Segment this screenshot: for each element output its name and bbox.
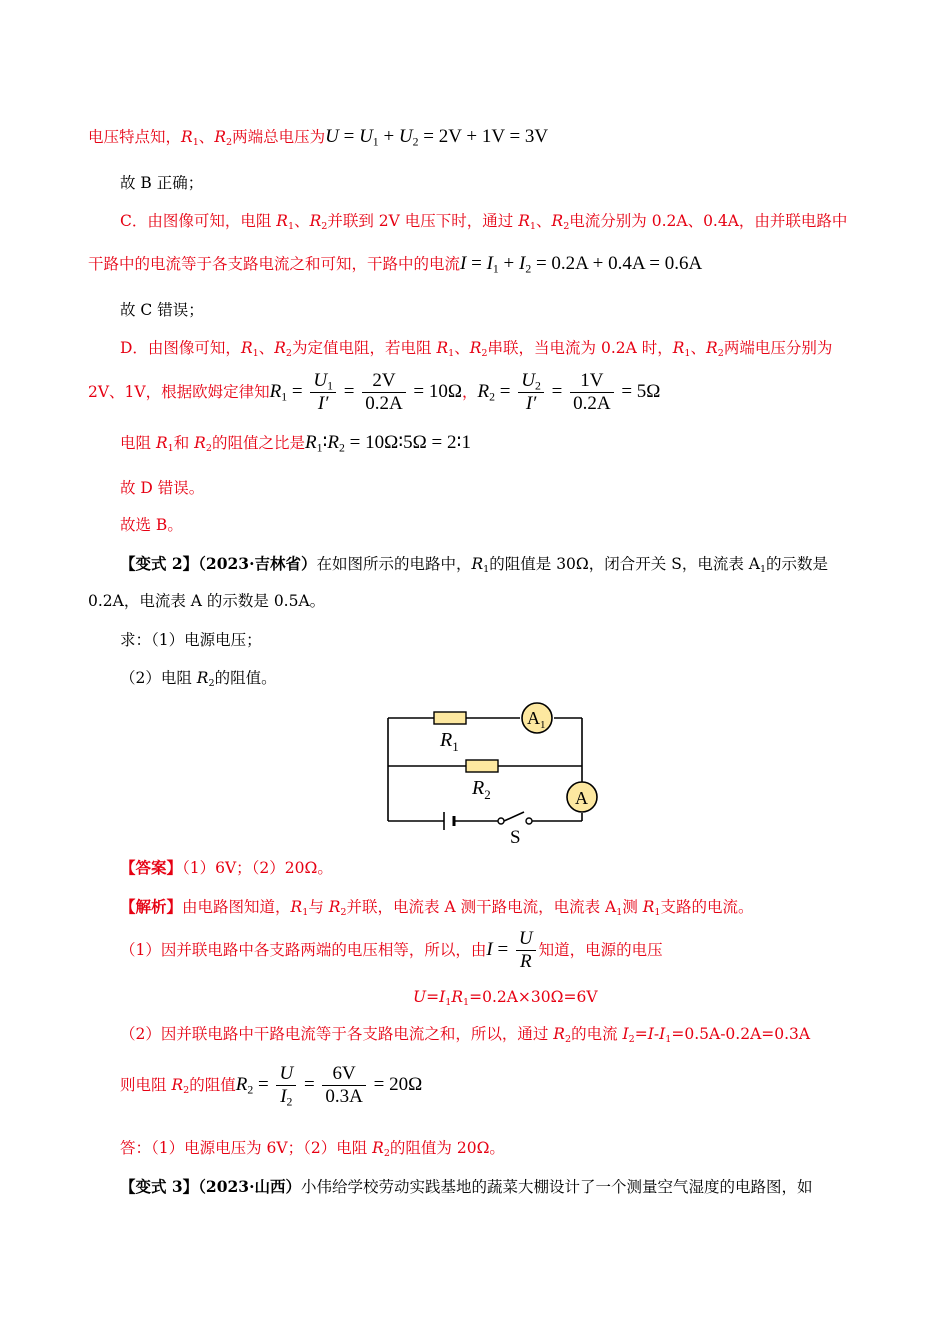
conclusion-d-wrong: 故 D 错误。 — [120, 479, 205, 497]
option-c-analysis-cont: 干路中的电流等于各支路电流之和可知，干路中的电流$I = I_1 + I_2 = 0.2A + 0.4A = 0.6A$ — [88, 253, 703, 276]
resistance-ratio-line: 电阻 $R_1$和 $R_2$的阻值之比是$R_1∶R_2$ = 10Ω∶5Ω = 2∶1 — [120, 432, 471, 455]
variant-3-tag: 【变式 3】（2023·山西） — [120, 1177, 301, 1196]
variant-2-tag: 【变式 2】（2023·吉林省） — [120, 554, 317, 573]
step-1-line: （1）因并联电路中各支路两端的电压相等，所以，由I = $\frac{U}{R}$ 知道，电源的电压 — [120, 928, 663, 973]
question-variant-2-cont: 0.2A，电流表 A 的示数是 0.5A。 — [88, 592, 326, 610]
circuit-diagram — [384, 700, 604, 850]
resistor-r2 — [466, 760, 498, 772]
step-1-result: $U=I_1R_1=0.2A\times 30\Omega=6V$ — [413, 988, 598, 1008]
r2-value-formula: $R_2$ = $\frac{U}{I_2}$ = $\frac{6V}{0.3A}$ = 20Ω — [235, 1063, 423, 1109]
r1-formula: $R_1$ = $\frac{U_1}{I'}$ = $\frac{2V}{0.2A}$ = 10Ω — [269, 370, 463, 415]
ohm-law-fraction: I = $\frac{U}{R}$ — [486, 939, 538, 960]
resistor-r1 — [434, 712, 466, 724]
solution-line-1: 电压特点知，$R_1$、$R_2$两端总电压为$U = U_1 + U_2 = 2V + 1V = 3V$ — [88, 126, 549, 149]
option-c-analysis: C．由图像可知，电阻 $R_1$、$R_2$并联到 2V 电压下时，通过 $R_1$、$R_2$电流分别为 0.2A、0.4A，由并联电路中 — [120, 212, 848, 232]
final-choice: 故选 B。 — [120, 516, 183, 534]
step-2-line: （2）因并联电路中干路电流等于各支路电流之和，所以，通过 $R_2$的电流 $I_2=I-I_1=0.5A-0.2A=0.3A$ — [120, 1025, 811, 1045]
step-2-resistance: 则电阻 $R_2$的阻值$R_2$ = $\frac{U}{I_2}$ = $\frac{6V}{0.3A}$ = 20Ω — [120, 1063, 423, 1109]
switch-contact-right — [526, 818, 532, 824]
ohms-law-line: 2V、1V，根据欧姆定律知$R_1$ = $\frac{U_1}{I'}$ = $\frac{2V}{0.2A}$ = 10Ω，$R_2$ = $\frac{U_2}{I'}$ = $\frac{1V}{0.2A}$ = 5Ω — [88, 370, 661, 415]
current-sum-formula: $I = I_1 + I_2 = 0.2A + 0.4A = 0.6A$ — [460, 253, 703, 276]
analysis-tag: 【解析】 — [120, 897, 183, 916]
analysis-line: 【解析】由电路图知道，$R_1$与 $R_2$并联，电流表 A 测干路电流，电流表 $A_1$测 $R_1$支路的电流。 — [120, 897, 754, 918]
question-part-1: 求：（1）电源电压； — [120, 631, 262, 649]
conclusion-b-correct: 故 B 正确； — [120, 174, 204, 192]
r2-formula: $R_2$ = $\frac{U_2}{I'}$ = $\frac{1V}{0.2A}$ = 5Ω — [477, 370, 661, 415]
option-d-analysis: D．由图像可知，$R_1$、$R_2$为定值电阻，若电阻 $R_1$、$R_2$串联，当电流为 0.2A 时，$R_1$、$R_2$两端电压分别为 — [120, 339, 833, 359]
conclusion-c-wrong: 故 C 错误； — [120, 301, 204, 319]
question-variant-3: 【变式 3】（2023·山西）小伟给学校劳动实践基地的蔬菜大棚设计了一个测量空气湿度的电路图，如 — [120, 1177, 813, 1196]
answer-tag: 【答案】 — [120, 858, 183, 877]
question-part-2: （2）电阻 $R_2$的阻值。 — [120, 669, 277, 689]
ratio-formula: $R_1∶R_2$ = 10Ω∶5Ω = 2∶1 — [304, 432, 471, 455]
final-answer-line: 答：（1）电源电压为 6V；（2）电阻 $R_2$的阻值为 20Ω。 — [120, 1139, 505, 1159]
voltage-sum-formula: $U = U_1 + U_2 = 2V + 1V = 3V$ — [325, 126, 549, 149]
label-r1: $R_1$ — [440, 729, 459, 754]
switch-contact-left — [498, 818, 504, 824]
question-variant-2: 【变式 2】（2023·吉林省）在如图所示的电路中，$R_1$的阻值是 30Ω，闭合开关 S，电流表 $A_1$的示数是 — [120, 554, 829, 575]
label-r2: $R_2$ — [472, 777, 491, 802]
answer-line: 【答案】（1）6V；（2）20Ω。 — [120, 858, 333, 877]
label-a: A — [575, 788, 588, 808]
label-a1: $A_1$ — [527, 708, 546, 731]
label-switch: S — [510, 827, 521, 848]
